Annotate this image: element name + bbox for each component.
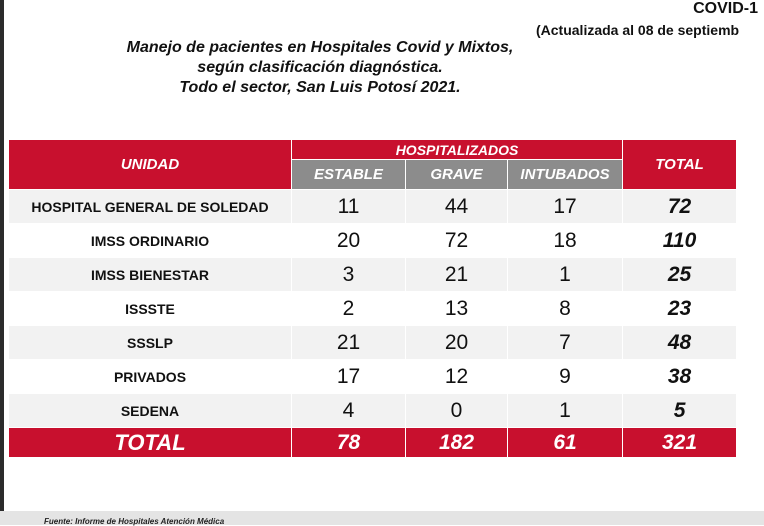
row-unidad: SSSLP: [9, 326, 292, 360]
column-header-estable: ESTABLE: [292, 160, 406, 190]
heading-line-1: Manejo de pacientes en Hospitales Covid y Mixtos,: [126, 39, 514, 56]
row-intubados: 1: [508, 394, 623, 428]
column-header-intubados: INTUBADOS: [508, 160, 623, 190]
row-intubados: 8: [508, 292, 623, 326]
row-total: 38: [623, 360, 737, 394]
table-row: [9, 224, 737, 258]
column-header-grave: GRAVE: [406, 160, 508, 190]
row-intubados: 18: [508, 224, 623, 258]
left-frame-edge: [0, 0, 4, 525]
table-heading: [60, 38, 580, 98]
totals-row: [9, 428, 737, 458]
row-grave: 72: [406, 224, 508, 258]
row-unidad: SEDENA: [9, 394, 292, 428]
table-row: [9, 190, 737, 224]
row-grave: 13: [406, 292, 508, 326]
row-estable: 20: [292, 224, 406, 258]
row-total: 5: [623, 394, 737, 428]
row-intubados: 9: [508, 360, 623, 394]
row-unidad: IMSS ORDINARIO: [9, 224, 292, 258]
table-row: [9, 326, 737, 360]
row-unidad: ISSSTE: [9, 292, 292, 326]
totals-total: 321: [623, 428, 737, 458]
row-unidad: IMSS BIENESTAR: [9, 258, 292, 292]
column-header-unidad: UNIDAD: [9, 140, 292, 190]
row-estable: 2: [292, 292, 406, 326]
report-title: COVID-1: [693, 0, 758, 17]
row-grave: 44: [406, 190, 508, 224]
row-total: 110: [623, 224, 737, 258]
row-estable: 4: [292, 394, 406, 428]
row-intubados: 17: [508, 190, 623, 224]
column-header-total: TOTAL: [623, 140, 737, 190]
heading-line-2: según clasificación diagnóstica.: [197, 59, 443, 76]
row-grave: 20: [406, 326, 508, 360]
row-grave: 0: [406, 394, 508, 428]
table-row: [9, 292, 737, 326]
row-grave: 21: [406, 258, 508, 292]
totals-estable: 78: [292, 428, 406, 458]
table-row: [9, 258, 737, 292]
row-intubados: 1: [508, 258, 623, 292]
row-estable: 11: [292, 190, 406, 224]
row-grave: 12: [406, 360, 508, 394]
row-estable: 3: [292, 258, 406, 292]
row-unidad: PRIVADOS: [9, 360, 292, 394]
row-estable: 17: [292, 360, 406, 394]
row-total: 23: [623, 292, 737, 326]
row-total: 72: [623, 190, 737, 224]
totals-intubados: 61: [508, 428, 623, 458]
row-unidad: HOSPITAL GENERAL DE SOLEDAD: [9, 190, 292, 224]
patients-table: [8, 139, 737, 458]
table-row: [9, 360, 737, 394]
totals-grave: 182: [406, 428, 508, 458]
source-note: Fuente: Informe de Hospitales Atención Médica: [44, 517, 225, 526]
table-row: [9, 394, 737, 428]
row-estable: 21: [292, 326, 406, 360]
totals-label: TOTAL: [9, 428, 292, 458]
row-total: 25: [623, 258, 737, 292]
row-intubados: 7: [508, 326, 623, 360]
column-group-hospitalizados: HOSPITALIZADOS: [292, 140, 623, 160]
update-date: (Actualizada al 08 de septiemb: [536, 22, 740, 38]
row-total: 48: [623, 326, 737, 360]
heading-line-3: Todo el sector, San Luis Potosí 2021.: [179, 79, 461, 96]
